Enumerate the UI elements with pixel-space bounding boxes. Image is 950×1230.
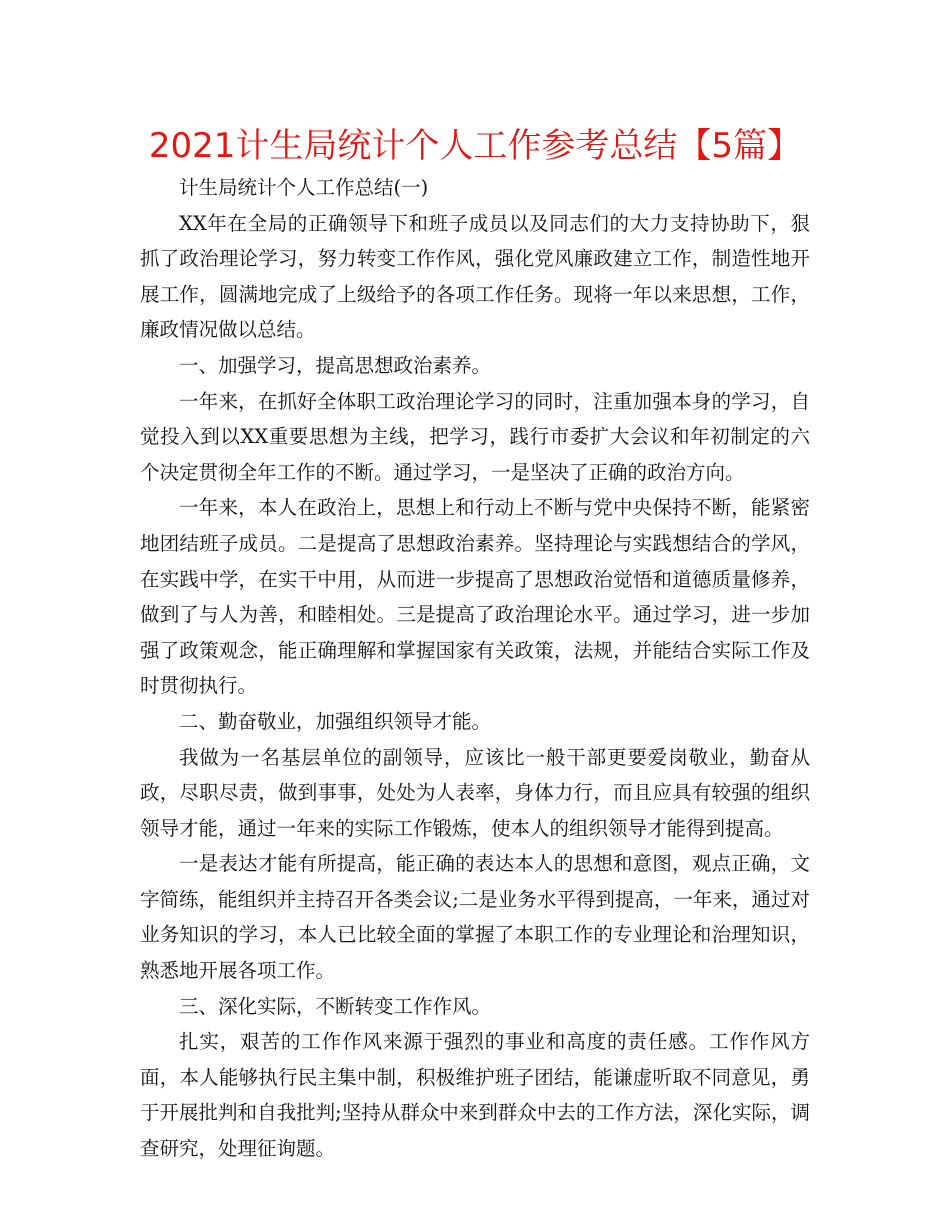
paragraph: 一是表达才能有所提高，能正确的表达本人的思想和意图，观点正确，文字简练，能组织并主持召开各类会议;二是业务水平得到提高，一年来，通过对业务知识的学习，本人已比较全面的掌握了本职工作的专业理论和治理知识，熟悉地开展各项工作。 xyxy=(140,852,810,983)
document-body xyxy=(140,170,810,1167)
paragraph: 一年来，在抓好全体职工政治理论学习的同时，注重加强本身的学习，自觉投入到以XX重要思想为主线，把学习，践行市委扩大会议和年初制定的六个决定贯彻全年工作的不断。通过学习，一是坚决了正确的政治方向。 xyxy=(140,389,810,484)
section-heading: 三、深化实际，不断转变工作作风。 xyxy=(179,994,492,1018)
paragraph: 一年来，本人在政治上，思想上和行动上不断与党中央保持不断，能紧密地团结班子成员。二是提高了思想政治素养。坚持理论与实践想结合的学风，在实践中学，在实干中用，从而进一步提高了思想政治觉悟和道德质量修养，做到了与人为善，和睦相处。三是提高了政治理论水平。通过学习，进一步加强了政策观念，能正确理解和掌握国家有关政策，法规，并能结合实际工作及时贯彻执行。 xyxy=(140,496,810,698)
paragraph: 我做为一名基层单位的副领导，应该比一般干部更要爱岗敬业，勤奋从政，尽职尽责，做到事事，处处为人表率，身体力行，而且应具有较强的组织领导才能，通过一年来的实际工作锻炼，使本人的组织领导才能得到提高。 xyxy=(140,745,810,840)
paragraph: 扎实，艰苦的工作作风来源于强烈的事业和高度的责任感。工作作风方面，本人能够执行民主集中制，积极维护班子团结，能谦虚听取不同意见，勇于开展批判和自我批判;坚持从群众中来到群众中去的工作方法，深化实际，调查研究，处理征询题。 xyxy=(140,1030,810,1161)
section-subtitle: 计生局统计个人工作总结(一) xyxy=(179,176,429,199)
section-heading: 一、加强学习，提高思想政治素养。 xyxy=(179,353,492,377)
document-title: 2021计生局统计个人工作参考总结【5篇】 xyxy=(148,126,802,166)
paragraph: XX年在全局的正确领导下和班子成员以及同志们的大力支持协助下，狠抓了政治理论学习，努力转变工作作风，强化党风廉政建立工作，制造性地开展工作，圆满地完成了上级给予的各项工作任务。现将一年以来思想，工作，廉政情况做以总结。 xyxy=(140,211,810,342)
section-heading: 二、勤奋敬业，加强组织领导才能。 xyxy=(179,709,492,733)
